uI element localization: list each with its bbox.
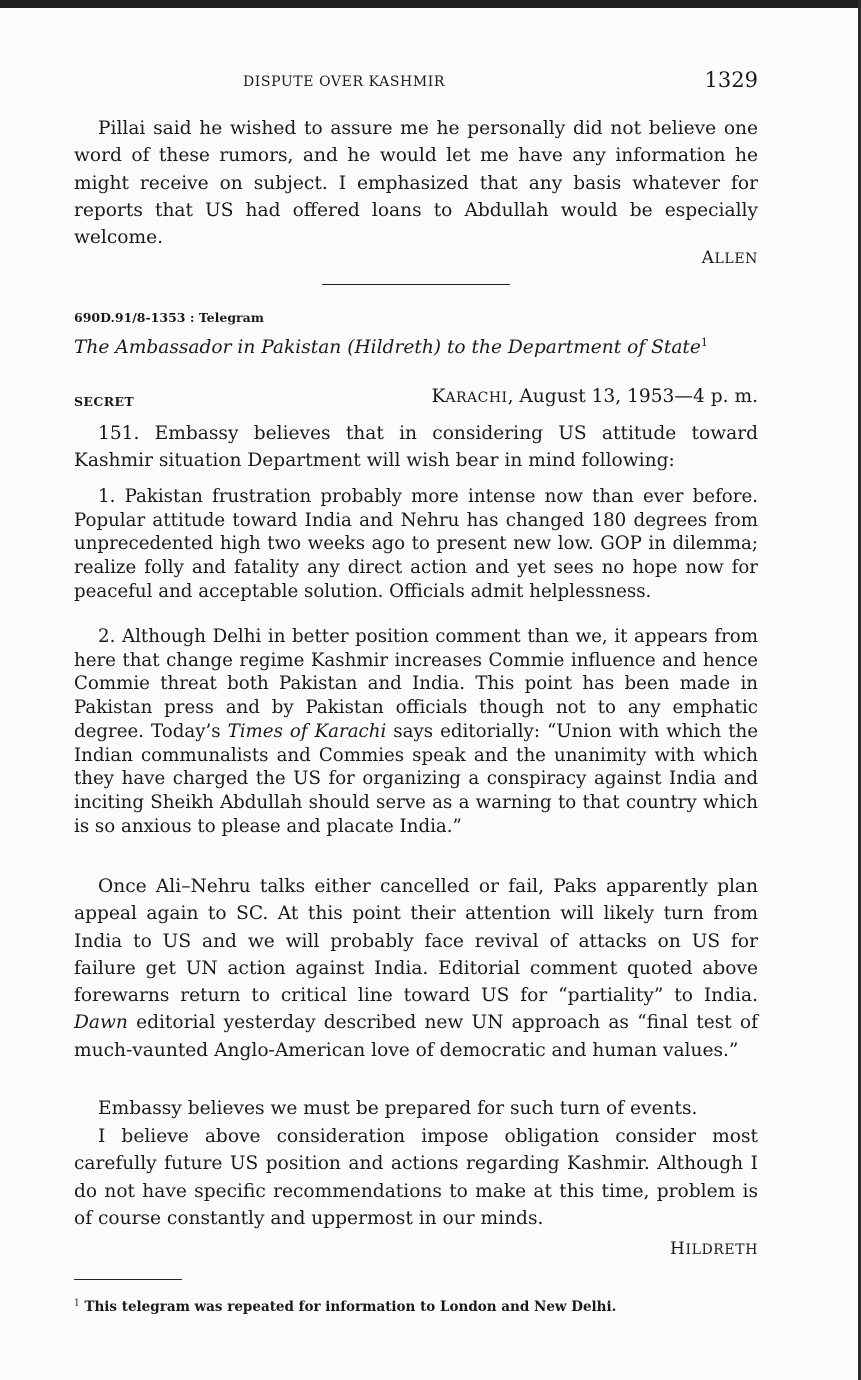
section-divider xyxy=(322,284,510,285)
footnote-reference: 1 xyxy=(700,336,708,349)
previous-document-closing xyxy=(74,115,758,251)
scan-top-border xyxy=(0,0,861,8)
running-header xyxy=(74,68,758,94)
newspaper-title: Times of Karachi xyxy=(227,720,387,742)
signature-allen xyxy=(74,248,758,268)
signature-initial: A xyxy=(701,248,715,268)
dateline xyxy=(431,386,758,407)
footnote-text: This telegram was repeated for information to London and New Delhi. xyxy=(84,1299,617,1315)
point-1: 1. Pakistan frustration probably more intense now than ever before. Popular attitude toward India and Nehru has changed 180 degrees from unprecedented high two weeks ago to present new low. GOP in dilemma; realize folly and fatality any direct action and yet sees no hope now for peaceful and acceptable solution. Officials admit helplessness. xyxy=(74,486,758,602)
point-2: 2. Although Delhi in better position comment than we, it appears from here that change regime Kashmir increases Commie influence and hence Commie threat both Pakistan and India. This point has been made in Pakistan press and by Pakistan officials though not to any emphatic degree. Today’s Times of Karachi says editorially: “Union with which the Indian communalists and Commies speak and the unanimity with which they have charged the US for organizing a conspiracy against India and inciting Sheikh Abdullah should serve as a warning to that country which is so anxious to please and placate India.” xyxy=(74,626,758,837)
signature-initial: H xyxy=(670,1239,686,1259)
previous-paragraph: Pillai said he wished to assure me he personally did not believe one word of these rumors, and he would let me have any information he might receive on subject. I emphasized that any basis whatever for reports that US had offered loans to Abdullah would be especially welcome. xyxy=(74,118,758,249)
document-heading xyxy=(74,336,758,358)
page-number: 1329 xyxy=(704,68,758,92)
running-title: DISPUTE OVER KASHMIR xyxy=(242,74,446,90)
signature-rest: ILDRETH xyxy=(685,1242,758,1258)
document-file-number: 690D.91/8-1353 : Telegram xyxy=(74,310,264,325)
paragraph-embassy: Embassy believes we must be prepared for such turn of events. xyxy=(98,1098,698,1119)
paragraph-believe: I believe above consideration impose obligation consider most carefully future US position and actions regarding Kashmir. Although I do not have specific recommendations to make at this time, problem is of course constantly and uppermost in our minds. xyxy=(74,1126,758,1229)
classification: SECRET xyxy=(74,394,135,409)
classification-dateline xyxy=(74,386,758,412)
date-time: , August 13, 1953—4 p. m. xyxy=(507,386,758,407)
signature-hildreth xyxy=(74,1239,758,1259)
telegram-intro: 151. Embassy believes that in considering US attitude toward Kashmir situation Department will wish bear in mind following: xyxy=(74,423,758,472)
heading-text: The Ambassador in Pakistan (Hildreth) to the Department of State xyxy=(74,337,701,359)
newspaper-dawn: Dawn xyxy=(74,1012,128,1034)
footnote xyxy=(74,1296,758,1315)
place-initial: K xyxy=(431,386,446,407)
signature-rest: LLEN xyxy=(714,251,758,267)
place-rest: ARACHI xyxy=(445,390,508,406)
footnote-rule xyxy=(74,1279,182,1280)
footnote-marker: 1 xyxy=(74,1298,80,1309)
paragraph-once: Once Ali–Nehru talks either cancelled or fail, Paks apparently plan appeal again to SC. At this point their attention will likely turn from India to US and we will probably face revival of attacks on US for failure get UN action against India. Editorial comment quoted above forewarns return to critical line toward US for “partiality” to India. Dawn editorial yesterday described new UN approach as “final test of much-vaunted Anglo-American love of democratic and human values.” xyxy=(74,876,758,1061)
